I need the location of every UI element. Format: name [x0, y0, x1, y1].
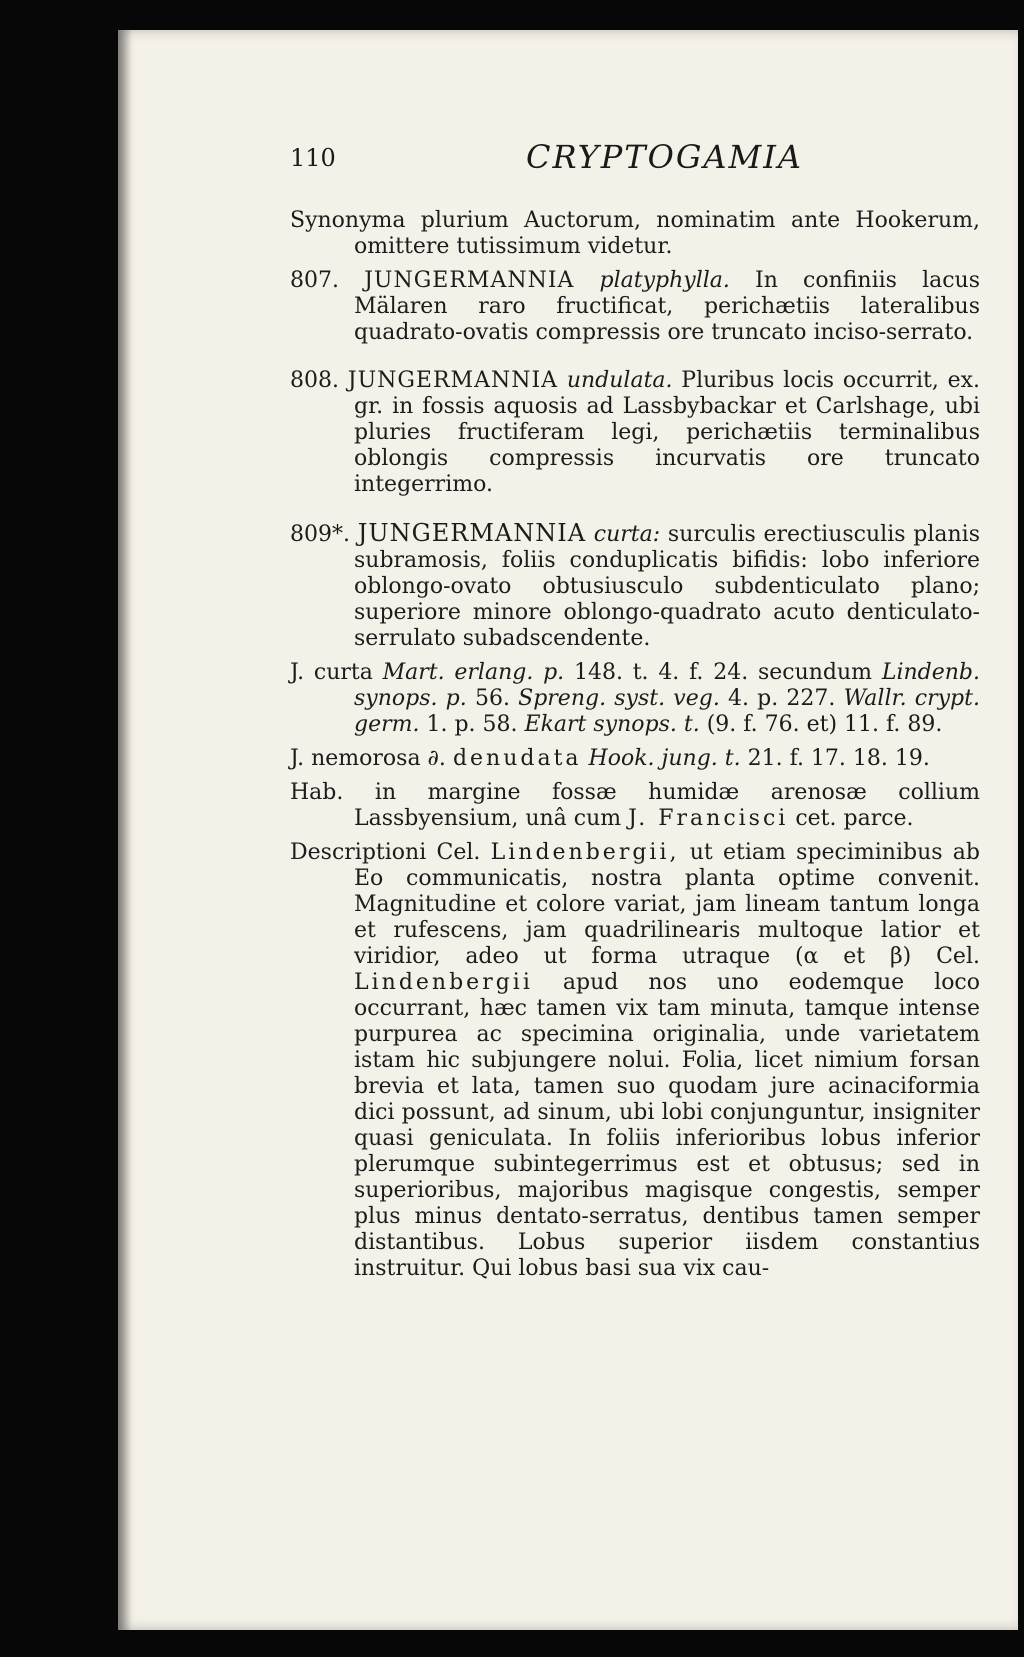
ref-text: 1. p. 58. — [426, 712, 518, 737]
genus-name: JUNGERMANNIA — [357, 519, 587, 547]
entry-number: 809*. — [290, 522, 350, 547]
habitat-end: cet. parce. — [795, 806, 914, 831]
author-name: Lindenbergii — [354, 970, 533, 995]
habitat-text: Hab. in margine fossæ humidæ arenosæ collium Lassbyensium, unâ cum — [290, 780, 980, 831]
entry-text: surculis erectiusculis planis subramosis, foliis conduplicatis bifidis: lobo inferiore oblongo-ovato obtusiusculo subdenticulato plano; superiore minore oblongo-quadrato acuto denticulato-serrulato subadscendente. — [354, 522, 980, 651]
species-name: curta: — [593, 522, 661, 547]
entry-number: 807. — [290, 268, 339, 293]
synonym-references-1 — [290, 660, 980, 738]
ref-text: J. curta — [290, 660, 373, 685]
running-title: CRYPTOGAMIA — [526, 138, 804, 176]
ref-work: Mart. erlang. p. — [382, 660, 565, 685]
synonym-references-2 — [290, 746, 980, 772]
page-number: 110 — [290, 144, 336, 172]
ref-text: J. nemorosa ∂. — [290, 746, 446, 771]
description-text: ut etiam speciminibus ab Eo communicatis, nostra planta optime convenit. Magnitudine et colore variat, jam lineam tantum longa et rufescens, jam quadrilinearis multoque latior et viridior, adeo ut forma utraque (α et β) Cel. — [354, 840, 981, 969]
page-body — [290, 208, 980, 1282]
genus-name: JUNGERMANNIA — [347, 368, 559, 393]
description-text: apud nos uno eodemque loco occurrant, hæc tamen vix tam minuta, tamque intense purpurea ac specimina originalia, unde varietatem istam hic subjungere nolui. Folia, licet nimium forsan brevia et lata, tamen suo quodam jure acinaciformia dici possunt, ad sinum, ubi lobi conjunguntur, insigniter quasi geniculata. In foliis inferioribus lobus inferior plerumque subintegerrimus est et obtusus; sed in superioribus, majoribus magisque congestis, semper plus minus dentato-serratus, dentibus tamen semper distantibus. Lobus superior iisdem constantius instruitur. Qui lobus basi sua vix cau- — [354, 970, 980, 1281]
entry-number: 808. — [290, 368, 339, 393]
synonyma-text: Synonyma plurium Auctorum, nominatim ante Hookerum, omittere tutissimum videtur. — [290, 208, 980, 259]
species-name: platyphylla. — [599, 268, 730, 293]
ref-text: 56. — [474, 686, 510, 711]
page-gutter-shadow — [118, 30, 132, 1630]
entry-text: Pluribus locis occurrit, ex. gr. in fossis aquosis ad Lassbybackar et Carlshage, ubi pluries fructiferam legi, perichætiis terminalibus oblongis compressis incurvatis ore truncato integerrimo. — [354, 368, 980, 497]
entry-807 — [290, 268, 980, 346]
ref-work: Hook. jung. t. — [588, 746, 741, 771]
synonyma-paragraph — [290, 208, 980, 260]
collector-name: J. Francisci — [628, 806, 789, 831]
ref-text: 148. t. 4. f. 24. secundum — [573, 660, 873, 685]
page-header — [290, 138, 990, 188]
ref-work: Wallr. crypt. germ. — [354, 686, 980, 737]
ref-variety: denudata — [452, 746, 582, 771]
ref-work: Lindenb. synops. p. — [354, 660, 980, 711]
entry-809 — [290, 520, 980, 652]
ref-work: Ekart synops. t. — [524, 712, 700, 737]
entry-808 — [290, 368, 980, 498]
ref-text: 4. p. 227. — [728, 686, 836, 711]
species-name: undulata. — [566, 368, 673, 393]
description-text: Descriptioni Cel. — [290, 840, 481, 865]
ref-text: (9. f. 76. et) 11. f. 89. — [706, 712, 943, 737]
entry-text: In confiniis lacus Mälaren raro fructificat, perichætiis lateralibus quadrato-ovatis compressis ore truncato inciso-serrato. — [354, 268, 981, 345]
ref-work: Spreng. syst. veg. — [518, 686, 720, 711]
ref-text: 21. f. 17. 18. 19. — [747, 746, 930, 771]
author-name: Lindenbergii, — [490, 840, 680, 865]
genus-name: JUNGERMANNIA — [364, 268, 575, 293]
description-paragraph — [290, 840, 980, 1282]
habitat-paragraph — [290, 780, 980, 832]
